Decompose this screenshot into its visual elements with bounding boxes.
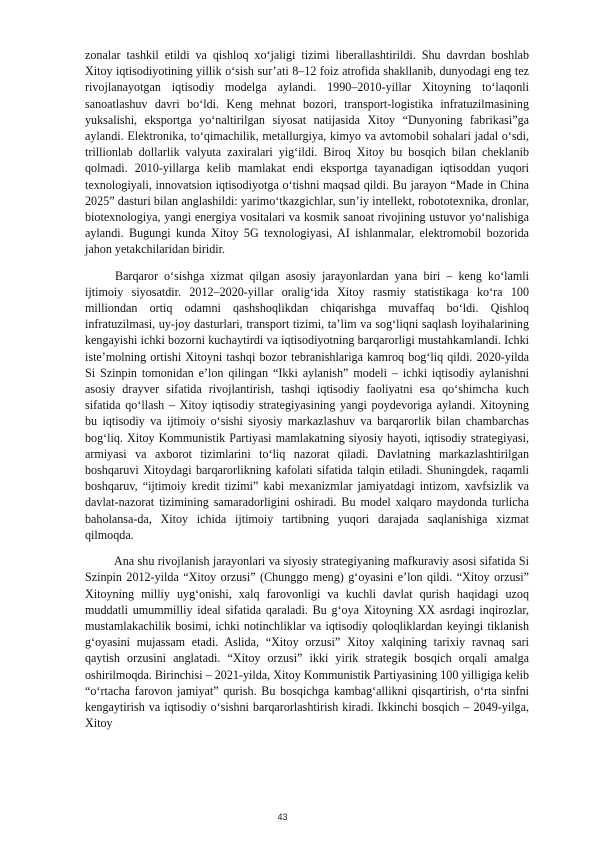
paragraph-2: Barqaror o‘sishga xizmat qilgan asosiy jarayonlardan yana biri – keng ko‘lamli ijtimoiy siyosatdir. 2012–2020-yillar oralig‘ida Xitoy rasmiy statistikaga ko‘ra 100 milliondan ortiq odamni qashshoqlikdan chiqarishga muvaffaq bo‘ldi. Qishloq infratuzilmasi, uy-joy dasturlari, transport tizimi, ta’lim va sog‘liqni saqlash loyihalarining kengayishi ichki bozorni kuchaytirdi va iqtisodiyotning barqarorligi mustahkamlandi. Ichki iste’molning ortishi Xitoyni tashqi bozor tebranishlariga kamroq bog‘liq qildi. 2020-yilda Si Szinpin tomonidan e’lon qilingan “Ikki aylanish” modeli – ichki iqtisodiy aylanishni asosiy drayver sifatida rivojlantirish, tashqi iqtisodiy faoliyatni esa qo‘shimcha kuch sifatida qo‘llash – Xitoy iqtisodiy strategiyasining yangi poydevoriga aylandi. Xitoyning bu iqtisodiy va ijtimoiy o‘sishi siyosiy markazlashuv va barqarorlik bilan chambarchas bog‘liq. Xitoy Kommunistik Partiyasi mamlakatning siyosiy hayoti, iqtisodiy strategiyasi, armiyasi va axborot tizimlarini to‘liq nazorat qiladi. Davlatning markazlashtirilgan boshqaruvi Xitoydagi barqarorlikning kafolati sifatida talqin etiladi. Shuningdek, raqamli boshqaruv, “ijtimoiy kredit tizimi” kabi mexanizmlar jamiyatdagi intizom, xavfsizlik va davlat-nazorat tizimining samaradorligini oshiradi. Bu model xalqaro maydonda turlicha baholansa-da, Xitoy ichida ijtimoiy tartibning yuqori darajada saqlanishiga xizmat qilmoqda. [85,268,529,542]
paragraph-1: zonalar tashkil etildi va qishloq xo‘jaligi tizimi liberallashtirildi. Shu davrdan boshlab Xitoy iqtisodiyotining yillik o‘sish sur’ati 8–12 foiz atrofida shakllanib, dunyodagi eng tez rivojlanayotgan iqtisodiy modelga aylandi. 1990–2010-yillar Xitoyning to‘laqonli sanoatlashuv davri bo‘ldi. Keng mehnat bozori, transport-logistika infratuzilmasining yuksalishi, eksportga yo‘naltirilgan siyosat natijasida Xitoy “Dunyoning fabrikasi”ga aylandi. Elektronika, to‘qimachilik, metallurgiya, kimyo va avtomobil sohalari jadal o‘sdi, trillionlab dollarlik valyuta zaxiralari yig‘ildi. Biroq Xitoy bu bosqich bilan cheklanib qolmadi. 2010-yillarga kelib mamlakat endi eksportga tayanadigan iqtisoddan yuqori texnologiyali, innovatsion iqtisodiyotga o‘tishni maqsad qildi. Bu jarayon “Made in China 2025” dasturi bilan anglashildi: yarimo‘tkazgichlar, sun’iy intellekt, robototexnika, dronlar, biotexnologiya, yangi energiya vositalari va kosmik sanoat rivojining ustuvor yo‘nalishiga aylandi. Bugungi kunda Xitoy 5G texnologiyasi, AI ishlanmalar, elektromobil bozorida jahon yetakchilaridan biridir. [85,48,529,257]
paragraph-3: Ana shu rivojlanish jarayonlari va siyosiy strategiyaning mafkuraviy asosi sifatida Si Szinpin 2012-yilda “Xitoy orzusi” (Chunggo meng) g‘oyasini e’lon qildi. “Xitoy orzusi” Xitoyning milliy uyg‘onishi, xalq farovonligi va kuchli davlat qurish haqidagi uzoq muddatli umummilliy ideal sifatida qaraladi. Bu g‘oya Xitoyning XX asrdagi inqirozlar, mustamlakachilik bosimi, ichki notinchliklar va iqtisodiy qoloqliklardan keyingi tiklanish g‘oyasini mujassam etadi. Aslida, “Xitoy orzusi” Xitoy xalqining tarixiy ravnaq sari qaytish orzusini anglatadi. “Xitoy orzusi” ikki yirik strategik bosqich orqali amalga oshirilmoqda. Birinchisi – 2021-yilda, Xitoy Kommunistik Partiyasining 100 yilligiga kelib “o‘rtacha farovon jamiyat” qurish. Bu bosqichga kambag‘allikni qisqartirish, o‘rta sinfni kengaytirish va iqtisodiy o‘sishni barqarorlashtirish kiradi. Ikkinchi bosqich – 2049-yilga, Xitoy [85,554,529,731]
page-number: 43 [277,812,288,822]
document-page [85,47,529,731]
